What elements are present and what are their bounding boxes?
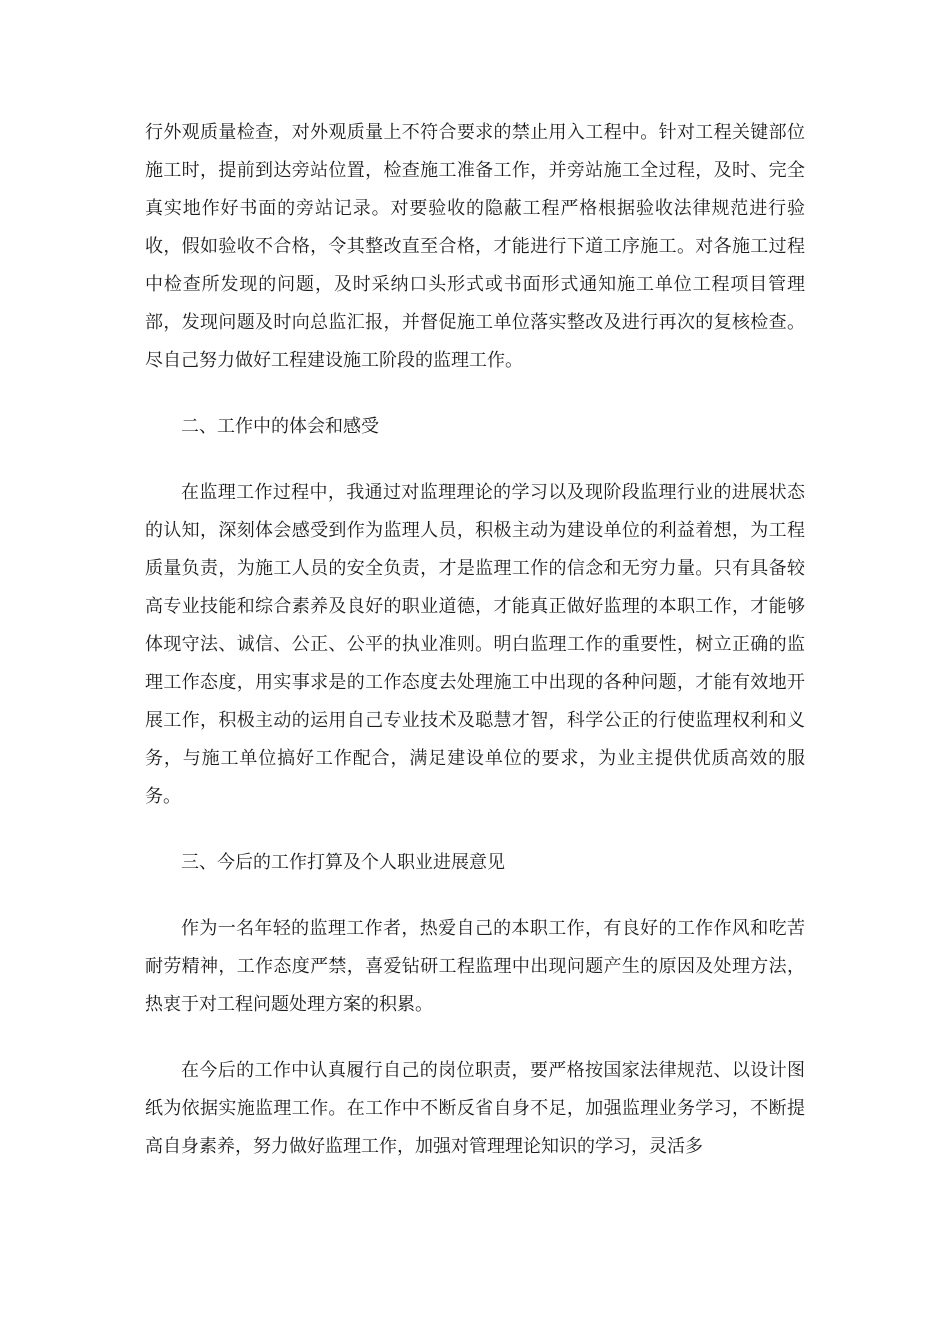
section-heading-experience: 二、工作中的体会和感受	[181, 416, 379, 437]
paragraph-quality-inspection: 行外观质量检查，对外观质量上不符合要求的禁止用入工程中。针对工程关键部位施工时，提前到达旁站位置，检查施工准备工作，并旁站施工全过程，及时、完全真实地作好书面的旁站记录。对要验收的隐蔽工程严格根据验收法律规范进行验收，假如验收不合格，令其整改直至合格，才能进行下道工序施工。对各施工过程中检查所发现的问题，及时采纳口头形式或书面形式通知施工单位工程项目管理部，发现问题及时向总监汇报，并督促施工单位落实整改及进行再次的复核检查。尽自己努力做好工程建设施工阶段的监理工作。	[145, 122, 805, 371]
paragraph-future-duties: 在今后的工作中认真履行自己的岗位职责，要严格按国家法律规范、以设计图纸为依据实施监理工作。在工作中不断反省自身不足，加强监理业务学习，不断提高自身素养，努力做好监理工作，加强对管理理论知识的学习，灵活多	[145, 1060, 805, 1157]
document-body	[145, 114, 805, 1166]
section-heading-future-plans: 三、今后的工作打算及个人职业进展意见	[181, 852, 505, 873]
paragraph-experience: 在监理工作过程中，我通过对监理理论的学习以及现阶段监理行业的进展状态的认知，深刻体会感受到作为监理人员，积极主动为建设单位的利益着想，为工程质量负责，为施工人员的安全负责，才是监理工作的信念和无穷力量。只有具备较高专业技能和综合素养及良好的职业道德，才能真正做好监理的本职工作，才能够体现守法、诚信、公正、公平的执业准则。明白监理工作的重要性，树立正确的监理工作态度，用实事求是的工作态度去处理施工中出现的各种问题，才能有效地开展工作，积极主动的运用自己专业技术及聪慧才智，科学公正的行使监理权利和义务，与施工单位搞好工作配合，满足建设单位的要求，为业主提供优质高效的服务。	[145, 482, 805, 807]
paragraph-self-description: 作为一名年轻的监理工作者，热爱自己的本职工作，有良好的工作作风和吃苦耐劳精神，工作态度严禁，喜爱钻研工程监理中出现问题产生的原因及处理方法，热衷于对工程问题处理方案的积累。	[145, 918, 805, 1015]
